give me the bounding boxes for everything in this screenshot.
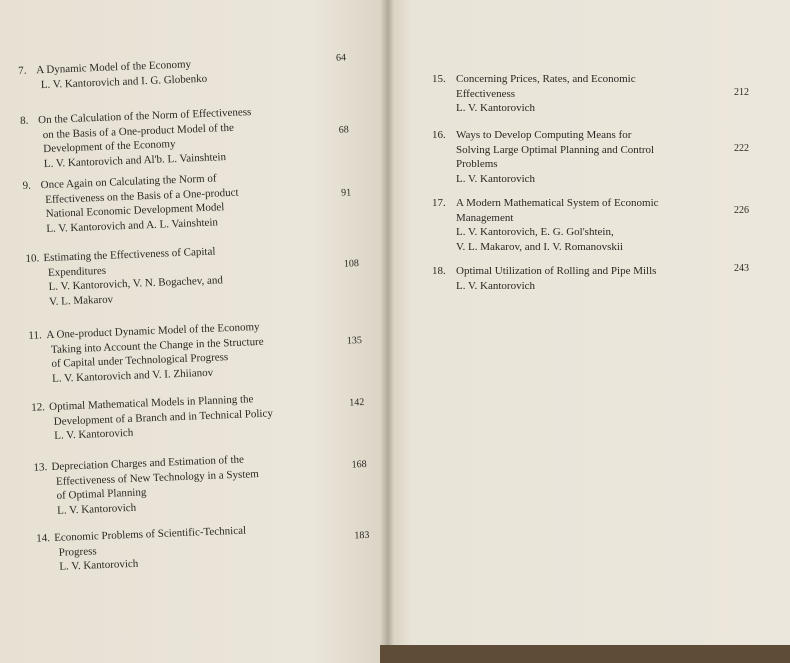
entry-title-line: Effectiveness of New Technology in a System [55,467,260,488]
table-surface [380,645,790,663]
entry-authors: L. V. Kantorovich [456,279,536,292]
entry-page-number: 226 [734,205,749,216]
entry-number: 17. [432,197,446,209]
entry-authors: L. V. Kantorovich [59,557,139,573]
entry-title-line: National Economic Development Model [45,201,225,221]
entry-page-number: 168 [351,458,367,471]
entry-authors: L. V. Kantorovich [456,172,536,185]
entry-authors: L. V. Kantorovich [54,426,134,442]
entry-page-number: 68 [338,124,349,136]
entry-number: 13. [33,461,48,474]
entry-number: 18. [432,265,446,277]
entry-authors: L. V. Kantorovich and V. I. Zhiianov [51,366,214,385]
entry-number: 8. [19,114,29,127]
entry-authors: L. V. Kantorovich and Al'b. L. Vainshtein [43,150,227,170]
entry-authors: L. V. Kantorovich and I. G. Globenko [40,72,208,91]
entry-title-line: Ways to Develop Computing Means for [456,129,632,141]
entry-page-number: 222 [734,143,749,154]
entry-title-line: Effectiveness [456,87,516,100]
entry-title-line: A One-product Dynamic Model of the Economy [46,320,260,342]
entry-authors: L. V. Kantorovich [56,501,137,517]
entry-page-number: 108 [343,258,360,270]
entry-title-line: on the Basis of a One-product Model of the [42,121,235,141]
entry-number: 12. [30,401,46,414]
entry-authors: L. V. Kantorovich and A. L. Vainshtein [46,215,219,235]
entry-title-line: Problems [456,158,498,170]
entry-authors: L. V. Kantorovich, V. N. Bogachev, and [48,274,224,293]
entry-title-line: Concerning Prices, Rates, and Economic [456,73,636,85]
entry-page-number: 212 [734,87,749,98]
entry-page-number: 135 [346,335,363,347]
entry-title-line: A Modern Mathematical System of Economic [456,197,659,209]
entry-title-line: Taking into Account the Change in the Structure [50,335,264,356]
entry-title-line: On the Calculation of the Norm of Effectiveness [37,106,252,127]
entry-page-number: 142 [349,396,365,409]
entry-page-number: 183 [354,529,370,542]
entry-authors: L. V. Kantorovich, E. G. Gol'shtein, [456,226,614,238]
entry-title-line: of Optimal Planning [56,486,147,502]
entry-number: 16. [432,129,446,141]
entry-title-line: Optimal Mathematical Models in Planning the [48,393,254,414]
entry-title-line: Solving Large Optimal Planning and Control [456,143,655,156]
entry-page-number: 91 [340,187,352,199]
entry-authors: V. L. Makarov, and I. V. Romanovskii [456,240,624,253]
entry-title-line: Development of the Economy [43,138,176,156]
entry-authors: L. V. Kantorovich [456,102,536,114]
entry-title-line: A Dynamic Model of the Economy [36,58,192,77]
entry-title-line: Progress [58,544,97,559]
entry-title-line: Management [456,211,514,224]
entry-title-line: Effectiveness on the Basis of a One-product [44,186,239,206]
entry-title-line: Estimating the Effectiveness of Capital [43,245,216,265]
entry-title-line: Once Again on Calculating the Norm of [40,172,217,192]
toc-entry [432,72,772,116]
entry-number: 7. [18,64,27,77]
entry-title-line: Expenditures [47,264,107,279]
entry-page-number: 243 [734,263,749,274]
entry-number: 10. [25,252,40,265]
entry-title-line: Optimal Utilization of Rolling and Pipe Mills [456,265,657,277]
entry-number: 15. [432,73,446,85]
entry-page-number: 64 [335,52,347,64]
entry-number: 14. [36,532,51,545]
entry-title-line: Development of a Branch and in Technical Policy [53,406,274,428]
entry-authors: V. L. Makarov [48,293,114,308]
entry-number: 11. [28,329,43,342]
toc-entry [432,264,772,293]
entry-number: 9. [22,179,32,192]
entry-title-line: Economic Problems of Scientific-Technical [53,524,247,544]
entry-title-line: Depreciation Charges and Estimation of the [51,453,245,474]
entry-title-line: of Capital under Technological Progress [51,351,229,370]
toc-entry [432,196,772,254]
toc-entry [432,128,772,186]
